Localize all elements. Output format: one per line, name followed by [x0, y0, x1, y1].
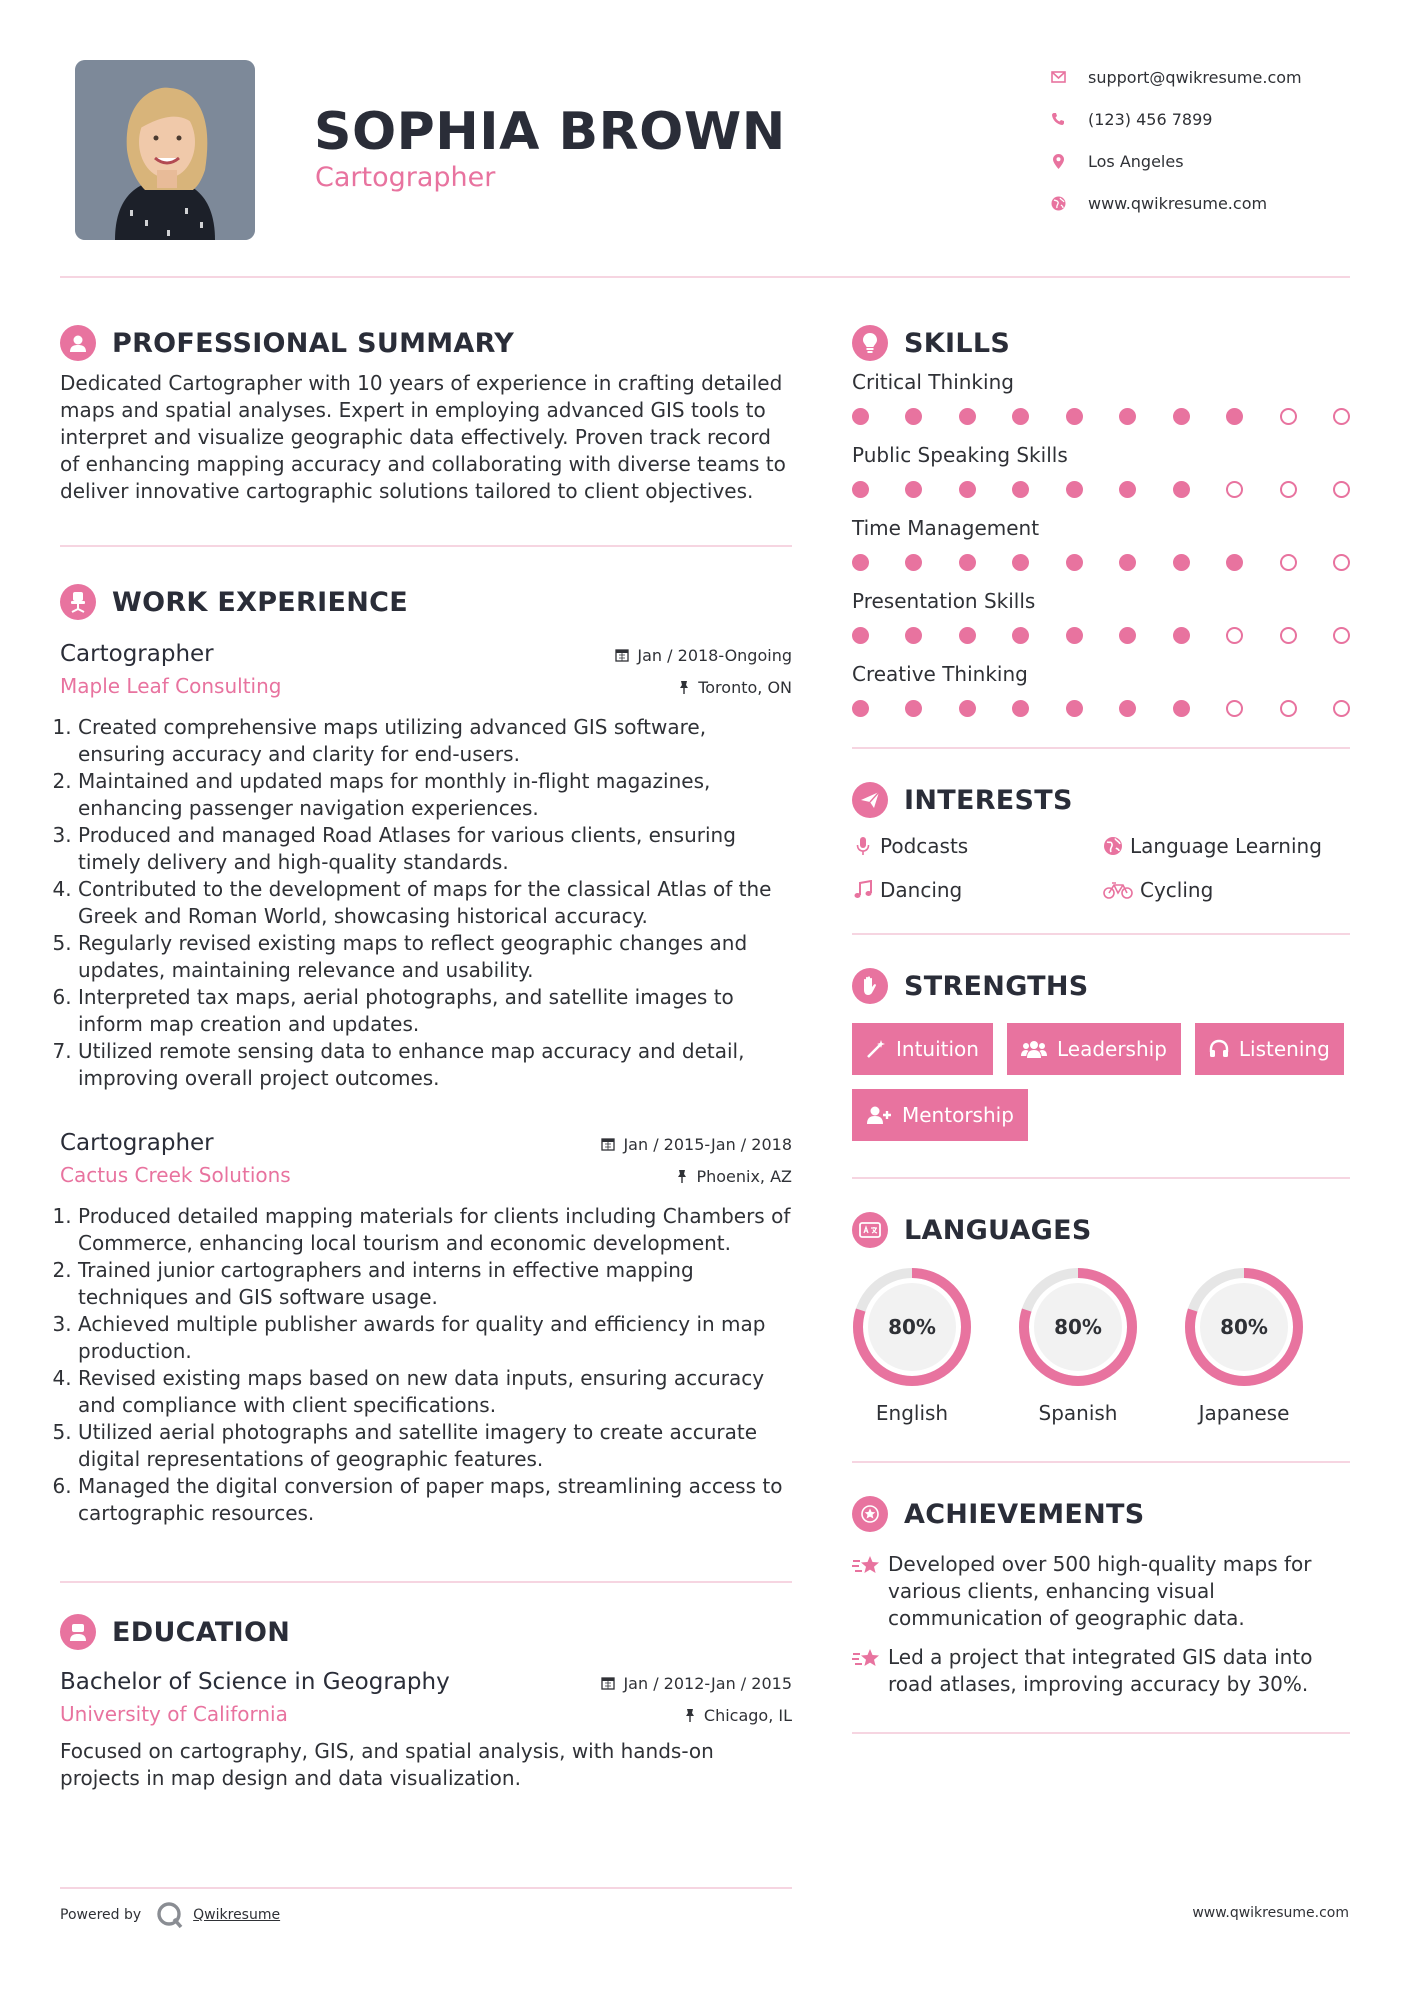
envelope-icon	[1050, 69, 1066, 85]
contact-website[interactable]	[1050, 182, 1380, 224]
rating-dot-filled	[959, 627, 976, 644]
rating-dot-filled	[1226, 408, 1243, 425]
job-meta	[601, 1134, 792, 1186]
users-icon	[1021, 1039, 1047, 1059]
strengths-divider	[852, 1177, 1350, 1179]
language-progress-ring	[1184, 1267, 1304, 1387]
rating-dot-filled	[852, 408, 869, 425]
pushpin-icon	[684, 1708, 696, 1722]
magic-wand-icon	[866, 1039, 886, 1059]
interest-label: Dancing	[880, 878, 963, 902]
job-location-text: Toronto, ON	[698, 677, 792, 697]
rating-dot-filled	[905, 554, 922, 571]
phone-icon	[1050, 111, 1066, 127]
language-progress-ring	[852, 1267, 972, 1387]
list-item: 1. Created comprehensive maps utilizing advanced GIS software, ensuring accuracy and clarity for end-users.	[78, 714, 792, 768]
education-meta	[601, 1673, 792, 1725]
rating-dot-empty	[1333, 481, 1350, 498]
language-item	[1184, 1267, 1350, 1425]
rating-dot-filled	[852, 481, 869, 498]
job-company: Cactus Creek Solutions	[60, 1163, 291, 1187]
powered-by	[60, 1900, 280, 1930]
language-percent: 80%	[1054, 1315, 1102, 1339]
language-name: Japanese	[1198, 1401, 1290, 1425]
rating-dot-filled	[1012, 408, 1029, 425]
contact-email-text: support@qwikresume.com	[1088, 67, 1302, 87]
professional-summary-section	[60, 320, 792, 547]
skill-name: Critical Thinking	[852, 370, 1014, 394]
strengths-heading: STRENGTHS	[904, 970, 1089, 1002]
languages-divider	[852, 1461, 1350, 1463]
interest-item	[1102, 875, 1350, 905]
summary-divider	[60, 545, 792, 547]
rating-dot-filled	[905, 408, 922, 425]
skill-item	[852, 516, 1350, 589]
rating-dot-filled	[1119, 481, 1136, 498]
footer-divider	[60, 1887, 792, 1889]
achievements-list	[852, 1551, 1350, 1698]
candidate-role: Cartographer	[315, 162, 496, 193]
skills-divider	[852, 747, 1350, 749]
rating-dot-filled	[1173, 408, 1190, 425]
strength-label: Intuition	[896, 1037, 979, 1061]
shooting-star-icon	[852, 1644, 888, 1676]
shooting-star-icon	[852, 1551, 888, 1583]
rating-dot-filled	[1173, 627, 1190, 644]
rating-dot-empty	[1226, 700, 1243, 717]
rating-dot-filled	[959, 700, 976, 717]
rating-dot-filled	[959, 554, 976, 571]
calendar-icon	[615, 648, 629, 662]
languages-section	[852, 1207, 1350, 1463]
rating-dot-empty	[1333, 408, 1350, 425]
skill-name: Creative Thinking	[852, 662, 1028, 686]
skill-item	[852, 662, 1350, 735]
list-item: 6. Managed the digital conversion of paper maps, streamlining access to cartographic resources.	[78, 1473, 792, 1527]
graduate-icon	[60, 1614, 96, 1650]
list-item: 2. Trained junior cartographers and interns in effective mapping techniques and GIS software usage.	[78, 1257, 792, 1311]
rating-dot-filled	[1066, 408, 1083, 425]
achievement-item	[852, 1644, 1350, 1698]
education-entry	[60, 1669, 792, 1792]
list-item: 5. Utilized aerial photographs and satellite imagery to create accurate digital representations of geographic features.	[78, 1419, 792, 1473]
right-column	[852, 320, 1350, 1734]
skill-name: Public Speaking Skills	[852, 443, 1068, 467]
job-title: Cartographer	[60, 1130, 214, 1156]
rating-dot-empty	[1333, 700, 1350, 717]
rating-dot-filled	[1012, 700, 1029, 717]
rating-dot-filled	[1012, 554, 1029, 571]
strengths-list	[852, 1023, 1350, 1141]
rating-dot-filled	[852, 700, 869, 717]
skill-item	[852, 589, 1350, 662]
rating-dot-filled	[1119, 700, 1136, 717]
rating-dot-filled	[959, 481, 976, 498]
rating-dot-filled	[959, 408, 976, 425]
language-percent: 80%	[1220, 1315, 1268, 1339]
interest-item	[1102, 831, 1350, 861]
rating-dot-filled	[1119, 408, 1136, 425]
job-entry	[60, 1130, 792, 1527]
skill-rating	[852, 544, 1350, 589]
user-icon	[60, 325, 96, 361]
paper-plane-icon	[852, 782, 888, 818]
microphone-icon	[852, 836, 874, 856]
rating-dot-filled	[905, 700, 922, 717]
achievements-divider	[852, 1732, 1350, 1734]
work-experience-heading: WORK EXPERIENCE	[112, 586, 408, 618]
profile-photo	[75, 60, 255, 240]
interests-section	[852, 777, 1350, 935]
rating-dot-filled	[1173, 554, 1190, 571]
interests-list	[852, 831, 1350, 905]
list-item: 3. Produced and managed Road Atlases for various clients, ensuring timely delivery and high-quality standards.	[78, 822, 792, 876]
rating-dot-filled	[1012, 481, 1029, 498]
skill-rating	[852, 690, 1350, 735]
skill-name: Presentation Skills	[852, 589, 1036, 613]
headphones-icon	[1209, 1039, 1229, 1059]
globe-icon	[1050, 195, 1066, 211]
list-item: 1. Produced detailed mapping materials for clients including Chambers of Commerce, enhancing local tourism and economic development.	[78, 1203, 792, 1257]
achievement-text: Developed over 500 high-quality maps for various clients, enhancing visual communication of geographic data.	[888, 1552, 1312, 1630]
skills-list	[852, 370, 1350, 735]
rating-dot-filled	[1226, 554, 1243, 571]
rating-dot-empty	[1280, 408, 1297, 425]
skill-item	[852, 370, 1350, 443]
achievement-item	[852, 1551, 1350, 1632]
rating-dot-filled	[1066, 700, 1083, 717]
list-item: 5. Regularly revised existing maps to reflect geographic changes and updates, maintaining relevance and usability.	[78, 930, 792, 984]
rating-dot-filled	[1012, 627, 1029, 644]
strength-tag	[852, 1023, 993, 1075]
strength-label: Mentorship	[902, 1103, 1014, 1127]
contact-location	[1050, 140, 1380, 182]
school: University of California	[60, 1702, 288, 1726]
job-entry	[60, 641, 792, 1092]
bicycle-icon	[1102, 881, 1134, 899]
rating-dot-filled	[1066, 481, 1083, 498]
education-description: Focused on cartography, GIS, and spatial analysis, with hands-on projects in map design and data visualization.	[60, 1739, 714, 1790]
rating-dot-empty	[1226, 627, 1243, 644]
job-responsibilities	[60, 714, 792, 1092]
language-name: English	[875, 1401, 949, 1425]
calendar-icon	[601, 1137, 615, 1151]
rating-dot-empty	[1280, 554, 1297, 571]
language-percent: 80%	[888, 1315, 936, 1339]
contact-phone-text: (123) 456 7899	[1088, 109, 1213, 129]
work-experience-section	[60, 579, 792, 1583]
job-dates-text: Jan / 2015-Jan / 2018	[623, 1134, 792, 1154]
strength-tag	[1195, 1023, 1344, 1075]
summary-text: Dedicated Cartographer with 10 years of experience in crafting detailed maps and spatial analyses. Expert in employing advanced GIS tools to interpret and visualize geographic data effectively. Proven track record of enhancing mapping accuracy and collaborating with diverse teams to deliver innovative cartographic solutions tailored to client objectives.	[60, 371, 786, 503]
rating-dot-filled	[905, 481, 922, 498]
lightbulb-icon	[852, 325, 888, 361]
rating-dot-filled	[1173, 481, 1190, 498]
interests-divider	[852, 933, 1350, 935]
list-item: 4. Revised existing maps based on new data inputs, ensuring accuracy and compliance with client specifications.	[78, 1365, 792, 1419]
location-pin-icon	[1050, 153, 1066, 169]
globe-icon	[1102, 836, 1124, 856]
achievements-section	[852, 1491, 1350, 1734]
language-progress-ring	[1018, 1267, 1138, 1387]
rating-dot-filled	[1066, 554, 1083, 571]
education-dates-text: Jan / 2012-Jan / 2015	[623, 1673, 792, 1693]
qwikresume-logo-icon	[155, 1900, 185, 1930]
skills-heading: SKILLS	[904, 327, 1011, 359]
interests-heading: INTERESTS	[904, 784, 1073, 816]
strengths-section	[852, 963, 1350, 1179]
language-item	[852, 1267, 1018, 1425]
education-location	[601, 1705, 792, 1725]
music-note-icon	[852, 880, 874, 900]
award-icon	[852, 1496, 888, 1532]
strength-tag	[1007, 1023, 1181, 1075]
interest-label: Language Learning	[1130, 834, 1322, 858]
achievement-text: Led a project that integrated GIS data into road atlases, improving accuracy by 30%.	[888, 1645, 1313, 1696]
list-item: 4. Contributed to the development of maps for the classical Atlas of the Greek and Roman World, showcasing historical accuracy.	[78, 876, 792, 930]
contact-location-text: Los Angeles	[1088, 151, 1184, 171]
experience-divider	[60, 1581, 792, 1583]
job-dates	[601, 1134, 792, 1154]
achievements-heading: ACHIEVEMENTS	[904, 1498, 1145, 1530]
hand-icon	[852, 968, 888, 1004]
language-name: Spanish	[1038, 1401, 1118, 1425]
summary-heading: PROFESSIONAL SUMMARY	[112, 327, 515, 359]
job-dates	[615, 645, 792, 665]
list-item: 7. Utilized remote sensing data to enhance map accuracy and detail, improving overall project outcomes.	[78, 1038, 792, 1092]
job-title: Cartographer	[60, 641, 214, 667]
rating-dot-filled	[852, 554, 869, 571]
rating-dot-empty	[1280, 700, 1297, 717]
job-location-text: Phoenix, AZ	[696, 1166, 792, 1186]
languages-heading: LANGUAGES	[904, 1214, 1092, 1246]
user-plus-icon	[866, 1105, 892, 1125]
degree: Bachelor of Science in Geography	[60, 1669, 450, 1695]
language-icon	[852, 1212, 888, 1248]
job-dates-text: Jan / 2018-Ongoing	[637, 645, 792, 665]
education-dates	[601, 1673, 792, 1693]
strength-label: Leadership	[1056, 1037, 1167, 1061]
interest-item	[852, 875, 1102, 905]
strength-tag	[852, 1089, 1028, 1141]
job-company: Maple Leaf Consulting	[60, 674, 282, 698]
rating-dot-filled	[1119, 554, 1136, 571]
calendar-icon	[601, 1676, 615, 1690]
strength-label: Listening	[1238, 1037, 1330, 1061]
skill-name: Time Management	[852, 516, 1040, 540]
skill-rating	[852, 471, 1350, 516]
rating-dot-empty	[1226, 481, 1243, 498]
skill-rating	[852, 398, 1350, 443]
education-section	[60, 1609, 792, 1792]
rating-dot-empty	[1280, 627, 1297, 644]
skill-rating	[852, 617, 1350, 662]
languages-list	[852, 1267, 1350, 1425]
powered-by-label: Powered by	[60, 1907, 142, 1923]
contact-phone[interactable]	[1050, 98, 1380, 140]
header-divider	[60, 276, 1350, 278]
interest-label: Podcasts	[880, 834, 969, 858]
job-location	[615, 677, 792, 697]
skills-section	[852, 320, 1350, 749]
job-responsibilities	[60, 1203, 792, 1527]
contact-email[interactable]	[1050, 56, 1380, 98]
rating-dot-filled	[1066, 627, 1083, 644]
list-item: 6. Interpreted tax maps, aerial photographs, and satellite images to inform map creation and updates.	[78, 984, 792, 1038]
left-column	[60, 320, 792, 1792]
education-heading: EDUCATION	[112, 1616, 291, 1648]
list-item: 3. Achieved multiple publisher awards for quality and efficiency in map production.	[78, 1311, 792, 1365]
rating-dot-empty	[1333, 554, 1350, 571]
rating-dot-empty	[1280, 481, 1297, 498]
rating-dot-filled	[1173, 700, 1190, 717]
pushpin-icon	[676, 1169, 688, 1183]
skill-item	[852, 443, 1350, 516]
office-chair-icon	[60, 584, 96, 620]
language-item	[1018, 1267, 1184, 1425]
rating-dot-filled	[852, 627, 869, 644]
rating-dot-filled	[1119, 627, 1136, 644]
contact-list	[1050, 56, 1380, 224]
rating-dot-filled	[905, 627, 922, 644]
interest-label: Cycling	[1140, 878, 1214, 902]
pushpin-icon	[678, 680, 690, 694]
contact-website-text: www.qwikresume.com	[1088, 193, 1268, 213]
qwikresume-link[interactable]: Qwikresume	[193, 1907, 281, 1923]
candidate-name: SOPHIA BROWN	[314, 102, 786, 162]
footer-website[interactable]: www.qwikresume.com	[1192, 1905, 1349, 1921]
interest-item	[852, 831, 1102, 861]
education-location-text: Chicago, IL	[703, 1705, 792, 1725]
job-meta	[615, 645, 792, 697]
job-location	[601, 1166, 792, 1186]
rating-dot-empty	[1333, 627, 1350, 644]
list-item: 2. Maintained and updated maps for monthly in-flight magazines, enhancing passenger navigation experiences.	[78, 768, 792, 822]
